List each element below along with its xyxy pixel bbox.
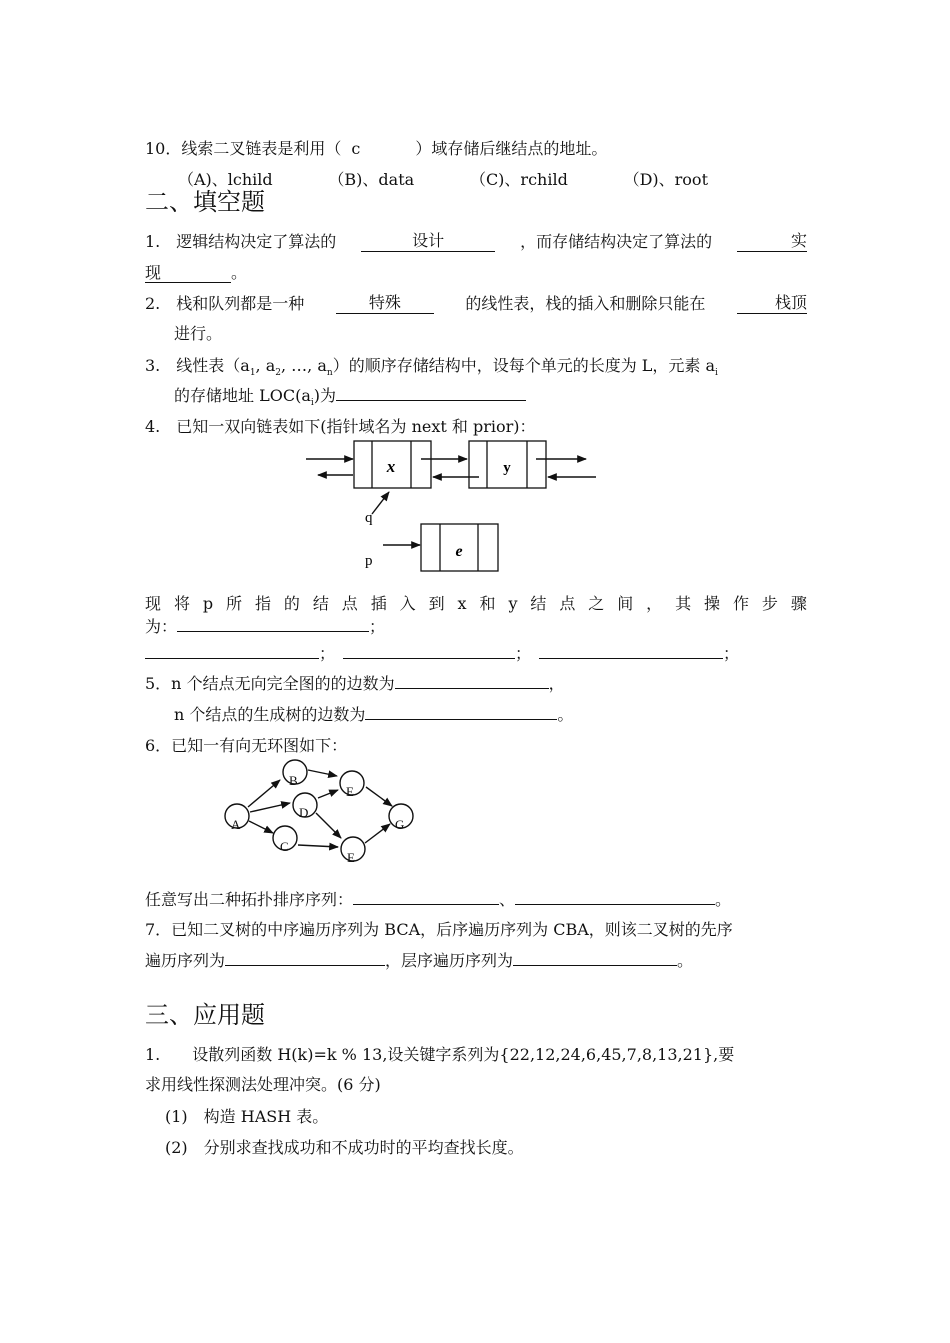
fill-4-char: p bbox=[202, 594, 214, 613]
fill-3-blank bbox=[336, 400, 526, 401]
q10-option-c: （C)、rchild bbox=[469, 170, 568, 189]
fill-3-sub-4: i bbox=[715, 368, 718, 378]
fill-3-sub-3: n bbox=[326, 368, 333, 378]
fill-4-char: 所 bbox=[226, 594, 243, 613]
fill-1-blank-1: 设计 bbox=[361, 232, 495, 252]
fill-4-blank-4 bbox=[539, 658, 723, 659]
section-2-title: 二、填空题 bbox=[145, 188, 265, 216]
fill-5-line2 bbox=[174, 705, 573, 725]
fill-4-char: 将 bbox=[173, 594, 190, 613]
fill-4-char: 现 bbox=[145, 594, 162, 613]
fill-3-line1 bbox=[145, 356, 807, 383]
fill-7-text-c: ，层序遍历序列为 bbox=[385, 951, 514, 970]
fill-3-text-f: )为 bbox=[313, 386, 336, 405]
fill-6-end: 。 bbox=[715, 890, 732, 909]
fill-7-line1: 7．已知二叉树的中序遍历序列为 BCA，后序遍历序列为 CBA，则该二叉树的先序 bbox=[145, 920, 733, 939]
fill-4-char: 作 bbox=[732, 594, 749, 613]
fill-4-char: 到 bbox=[428, 594, 445, 613]
q10-stem-b: ）域存储后继结点的地址。 bbox=[415, 139, 608, 158]
dag-label-e1: E bbox=[346, 784, 354, 799]
fill-3-text-d: ）的顺序存储结构中，设每个单元的长度为 L，元素 a bbox=[332, 356, 716, 375]
q10-option-a: （A)、lchild bbox=[178, 170, 273, 189]
fill-7-blank-2 bbox=[513, 965, 677, 966]
edge-b-e1 bbox=[308, 770, 337, 776]
fill-1-line1 bbox=[145, 232, 807, 252]
node-e-label: e bbox=[455, 543, 463, 560]
list-node-x bbox=[354, 441, 431, 488]
fill-4-char: 步 bbox=[761, 594, 778, 613]
fill-3-sub-2: 2 bbox=[275, 368, 281, 378]
pointer-q-arrow bbox=[372, 492, 389, 514]
fill-4-char: x bbox=[457, 594, 467, 613]
fill-4-char: 其 bbox=[675, 594, 692, 613]
fill-4-char: 的 bbox=[283, 594, 300, 613]
fill-4-blank-3 bbox=[343, 658, 515, 659]
edge-c-e2 bbox=[298, 845, 338, 847]
fill-6-blank-1 bbox=[353, 904, 499, 905]
fill-4-blank-1 bbox=[177, 631, 369, 632]
fill-4-answer-line2 bbox=[145, 644, 739, 664]
fill-6-text: 任意写出二种拓扑排序序列： bbox=[145, 890, 354, 909]
edge-a-b bbox=[248, 780, 280, 807]
list-node-y bbox=[469, 441, 546, 488]
node-x-label: x bbox=[386, 457, 396, 476]
fill-5-comma: ， bbox=[548, 674, 565, 693]
fill-6-answer-line bbox=[145, 890, 731, 910]
fill-5-line1 bbox=[145, 674, 565, 694]
fill-6-sep: 、 bbox=[499, 890, 516, 909]
list-node-e bbox=[421, 524, 498, 571]
fill-4-char: 结 bbox=[530, 594, 547, 613]
edge-d-e1 bbox=[318, 790, 338, 798]
fill-3-sub-1: 1 bbox=[249, 368, 256, 378]
fill-2-text-c: 的线性表，栈的插入和删除只能在 bbox=[465, 294, 706, 313]
fill-3-text-a: 3. 线性表（a bbox=[145, 356, 250, 375]
fill-6-stem: 6．已知一有向无环图如下： bbox=[145, 736, 348, 755]
fill-6-blank-2 bbox=[515, 904, 715, 905]
fill-1-blank-2a: 实 bbox=[737, 232, 807, 252]
fill-4-stem: 4. 已知一双向链表如下(指针域名为 next 和 prior)： bbox=[145, 417, 536, 436]
fill-1-line2 bbox=[145, 263, 247, 283]
fill-4-char: 插 bbox=[370, 594, 387, 613]
fill-7-blank-1 bbox=[225, 965, 385, 966]
fill-4-char: 和 bbox=[479, 594, 496, 613]
fill-4-char: 间 bbox=[617, 594, 634, 613]
fill-5-text-a: 5．n 个结点无向完全图的的边数为 bbox=[145, 674, 395, 693]
pointer-p-label: p bbox=[365, 553, 373, 569]
app-1-line1: 1. 设散列函数 H(k)=k % 13,设关键字系列为{22,12,24,6,45,7,8,13,21},要 bbox=[145, 1045, 735, 1064]
pointer-q-label: q bbox=[365, 510, 373, 526]
q10-options bbox=[178, 170, 708, 190]
q10-stem-a: 10．线索二叉链表是利用（ bbox=[145, 139, 342, 158]
app-1-sub-2: (2) 分别求查找成功和不成功时的平均查找长度。 bbox=[165, 1138, 524, 1157]
fill-3-text-c2: , …, a bbox=[281, 356, 327, 375]
fill-4-wei: 为： bbox=[145, 617, 178, 636]
doubly-linked-list-diagram bbox=[300, 436, 600, 576]
fill-1-blank-2b: 现 bbox=[145, 264, 231, 283]
fill-1-text-c: ，而存储结构决定了算法的 bbox=[520, 232, 713, 251]
edge-e1-g bbox=[366, 787, 392, 806]
fill-1-text-a: 1. 逻辑结构决定了算法的 bbox=[145, 232, 337, 251]
dag-label-c: C bbox=[280, 839, 289, 854]
fill-4-char: 骤 bbox=[790, 594, 807, 613]
fill-2-line1 bbox=[145, 294, 807, 314]
fill-4-semi-1: ； bbox=[369, 617, 386, 636]
app-1-sub-1: (1) 构造 HASH 表。 bbox=[165, 1107, 329, 1126]
section-3-title: 三、应用题 bbox=[145, 1001, 265, 1029]
dag-label-b: B bbox=[289, 773, 298, 788]
fill-4-blank-2 bbox=[145, 658, 319, 659]
fill-2-line2: 进行。 bbox=[174, 324, 223, 343]
dag-label-g: G bbox=[395, 817, 405, 832]
q10-option-d: （D)、root bbox=[623, 170, 708, 189]
dag-label-a: A bbox=[231, 817, 241, 832]
fill-1-end: 。 bbox=[231, 263, 248, 282]
fill-4-char: ， bbox=[646, 594, 663, 613]
q10-answer: c bbox=[351, 139, 361, 158]
fill-7-text-b: 遍历序列为 bbox=[145, 951, 226, 970]
fill-4-char: 指 bbox=[254, 594, 271, 613]
fill-4-char: 之 bbox=[588, 594, 605, 613]
fill-2-blank-1: 特殊 bbox=[336, 294, 434, 314]
dag-label-e2: E bbox=[347, 850, 355, 865]
fill-4-char: 点 bbox=[341, 594, 358, 613]
fill-3-text-c1: , a bbox=[255, 356, 276, 375]
q10-option-b: （B)、data bbox=[328, 170, 415, 189]
fill-3-line2 bbox=[174, 386, 526, 413]
fill-3-text-e: 的存储地址 LOC(a bbox=[174, 386, 311, 405]
fill-4-semi-2: ； bbox=[319, 644, 336, 663]
fill-4-char: y bbox=[508, 594, 518, 613]
fill-2-blank-2: 栈顶 bbox=[737, 294, 807, 314]
fill-7-line2 bbox=[145, 951, 693, 971]
fill-4-char: 操 bbox=[704, 594, 721, 613]
fill-5-blank-2 bbox=[365, 719, 557, 720]
fill-2-text-a: 2. 栈和队列都是一种 bbox=[145, 294, 305, 313]
fill-5-text-b: n 个结点的生成树的边数为 bbox=[174, 705, 366, 724]
edge-e2-g bbox=[365, 824, 390, 843]
fill-5-end: 。 bbox=[557, 705, 574, 724]
fill-3-sub-5: i bbox=[310, 398, 314, 408]
fill-4-char: 入 bbox=[399, 594, 416, 613]
q10-stem bbox=[145, 139, 607, 159]
app-1-line2: 求用线性探测法处理冲突。(6 分) bbox=[145, 1075, 381, 1094]
node-y-label: y bbox=[503, 460, 511, 476]
dag-label-d: D bbox=[299, 805, 309, 820]
edge-a-d bbox=[250, 803, 290, 812]
fill-7-end: 。 bbox=[677, 951, 694, 970]
fill-4-answer-line1 bbox=[145, 617, 385, 637]
edge-d-e2 bbox=[316, 813, 341, 838]
edge-a-c bbox=[249, 821, 273, 833]
fill-4-char: 结 bbox=[312, 594, 329, 613]
fill-4-char: 点 bbox=[559, 594, 576, 613]
dag-diagram bbox=[215, 758, 425, 868]
fill-4-semi-3: ； bbox=[515, 644, 532, 663]
fill-4-question-line bbox=[145, 594, 807, 614]
fill-4-semi-4: ； bbox=[723, 644, 740, 663]
fill-5-blank-1 bbox=[395, 688, 549, 689]
